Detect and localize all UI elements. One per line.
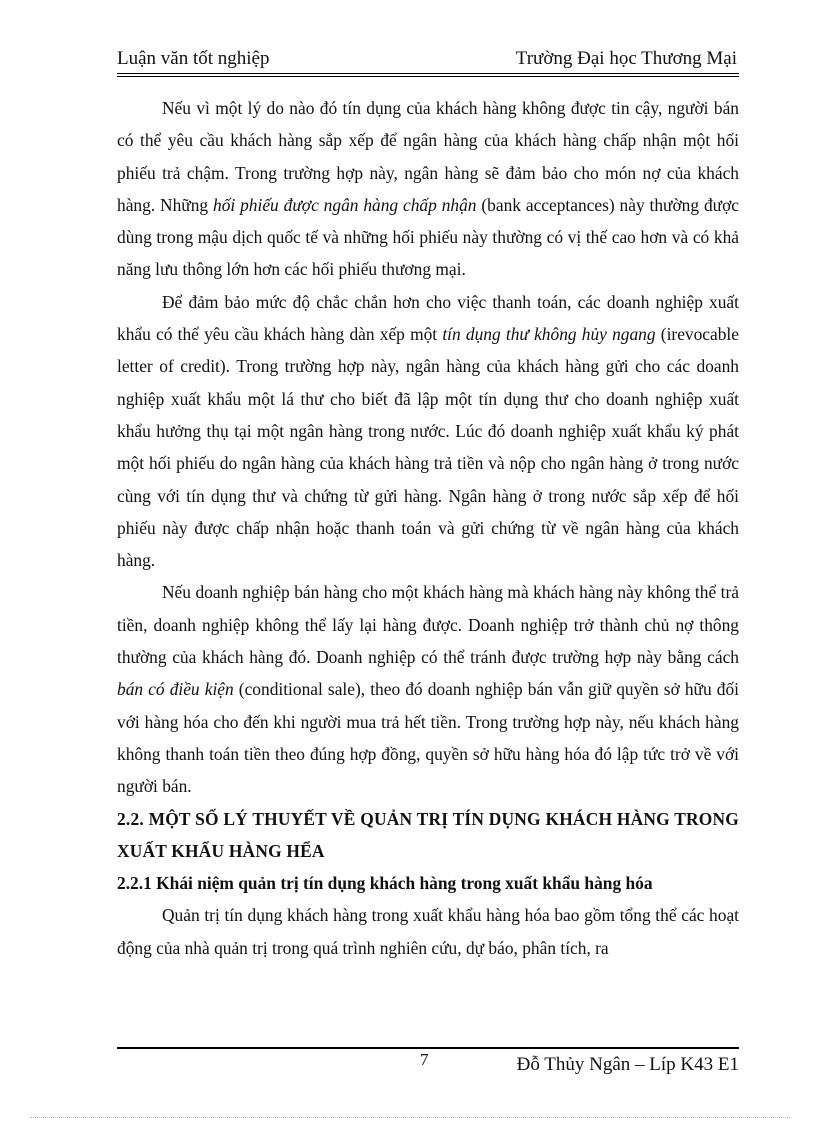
paragraph-bank-acceptance	[117, 92, 739, 286]
paragraph-letter-of-credit	[117, 286, 739, 577]
footer-divider	[117, 1047, 739, 1049]
header-divider	[117, 73, 739, 77]
page-header	[117, 48, 739, 74]
paragraph-conditional-sale	[117, 576, 739, 802]
header-thesis-label: Luận văn tốt nghiệp	[117, 48, 270, 69]
paragraph-text: (irevocable letter of credit). Trong trường hợp này, ngân hàng của khách hàng gửi cho các doanh nghiệp xuất khẩu một lá thư cho biết đã lập một tín dụng thư cho doanh nghiệp xuất khẩu hưởng thụ tại một ngân hàng trong nước. Lúc đó doanh nghiệp xuất khẩu ký phát một hối phiếu do ngân hàng của khách hàng trả tiền và nộp cho ngân hàng ở trong nước cùng với tín dụng thư và chứng từ gửi hàng. Ngân hàng ở trong nước sắp xếp để hối phiếu này được chấp nhận hoặc thanh toán và gửi chứng từ về ngân hàng của khách hàng.	[117, 324, 739, 571]
paragraph-text: (bank acceptances) này thường được dùng trong mậu dịch quốc tế và những hối phiếu này thường có vị thế cao hơn và có khả năng lưu thông lớn hơn các hối phiếu thương mại.	[117, 194, 739, 280]
header-university-name: Trường Đại học Thương Mại	[515, 48, 737, 69]
paragraph-text: Nếu vì một lý do nào đó tín dụng của khách hàng không được tin cậy, người bán có thể yêu cầu khách hàng sắp xếp để ngân hàng của khách hàng chấp nhận một hối phiếu trả chậm. Trong trường hợp này, ngân hàng sẽ đảm bảo cho món nợ của khách hàng. Những	[117, 98, 739, 215]
subsection-heading: 2.2.1 Khái niệm quản trị tín dụng khách hàng trong xuất khẩu hàng hóa	[117, 873, 653, 894]
page-bottom-dotted-line	[30, 1117, 790, 1118]
paragraph-text: Nếu doanh nghiệp bán hàng cho một khách hàng mà khách hàng này không thể trả tiền, doanh nghiệp không thể lấy lại hàng được. Doanh nghiệp trở thành chủ nợ thông thường của khách hàng đó. Doanh nghiệp có thể tránh được trường hợp này bằng cách	[117, 582, 739, 668]
document-body	[117, 92, 739, 964]
footer-author: Đỗ Thủy Ngân – Líp K43 E1	[516, 1054, 739, 1075]
italic-term: bán có điều kiện	[117, 679, 234, 700]
section-heading: 2.2. MỘT SỐ LÝ THUYẾT VỀ QUẢN TRỊ TÍN DỤNG KHÁCH HÀNG TRONG XUẤT KHẨU HÀNG HỂA	[117, 808, 739, 861]
paragraph-text: Để đảm bảo mức độ chắc chắn hơn cho việc thanh toán, các doanh nghiệp xuất khẩu có thể yêu cầu khách hàng dàn xếp một	[117, 291, 739, 345]
italic-term: hối phiếu được ngân hàng chấp nhận	[213, 194, 477, 215]
italic-term: tín dụng thư không hủy ngang	[442, 324, 656, 345]
page-number: 7	[420, 1050, 429, 1069]
paragraph-credit-management: Quản trị tín dụng khách hàng trong xuất khẩu hàng hóa bao gồm tổng thể các hoạt động của nhà quản trị trong quá trình nghiên cứu, dự báo, phân tích, ra	[117, 905, 739, 958]
paragraph-text: (conditional sale), theo đó doanh nghiệp bán vẫn giữ quyền sở hữu đối với hàng hóa cho đến khi người mua trả hết tiền. Trong trường hợp này, nếu khách hàng không thanh toán tiền theo đúng hợp đồng, quyền sở hữu hàng hóa đó lập tức trở về với người bán.	[117, 679, 739, 797]
